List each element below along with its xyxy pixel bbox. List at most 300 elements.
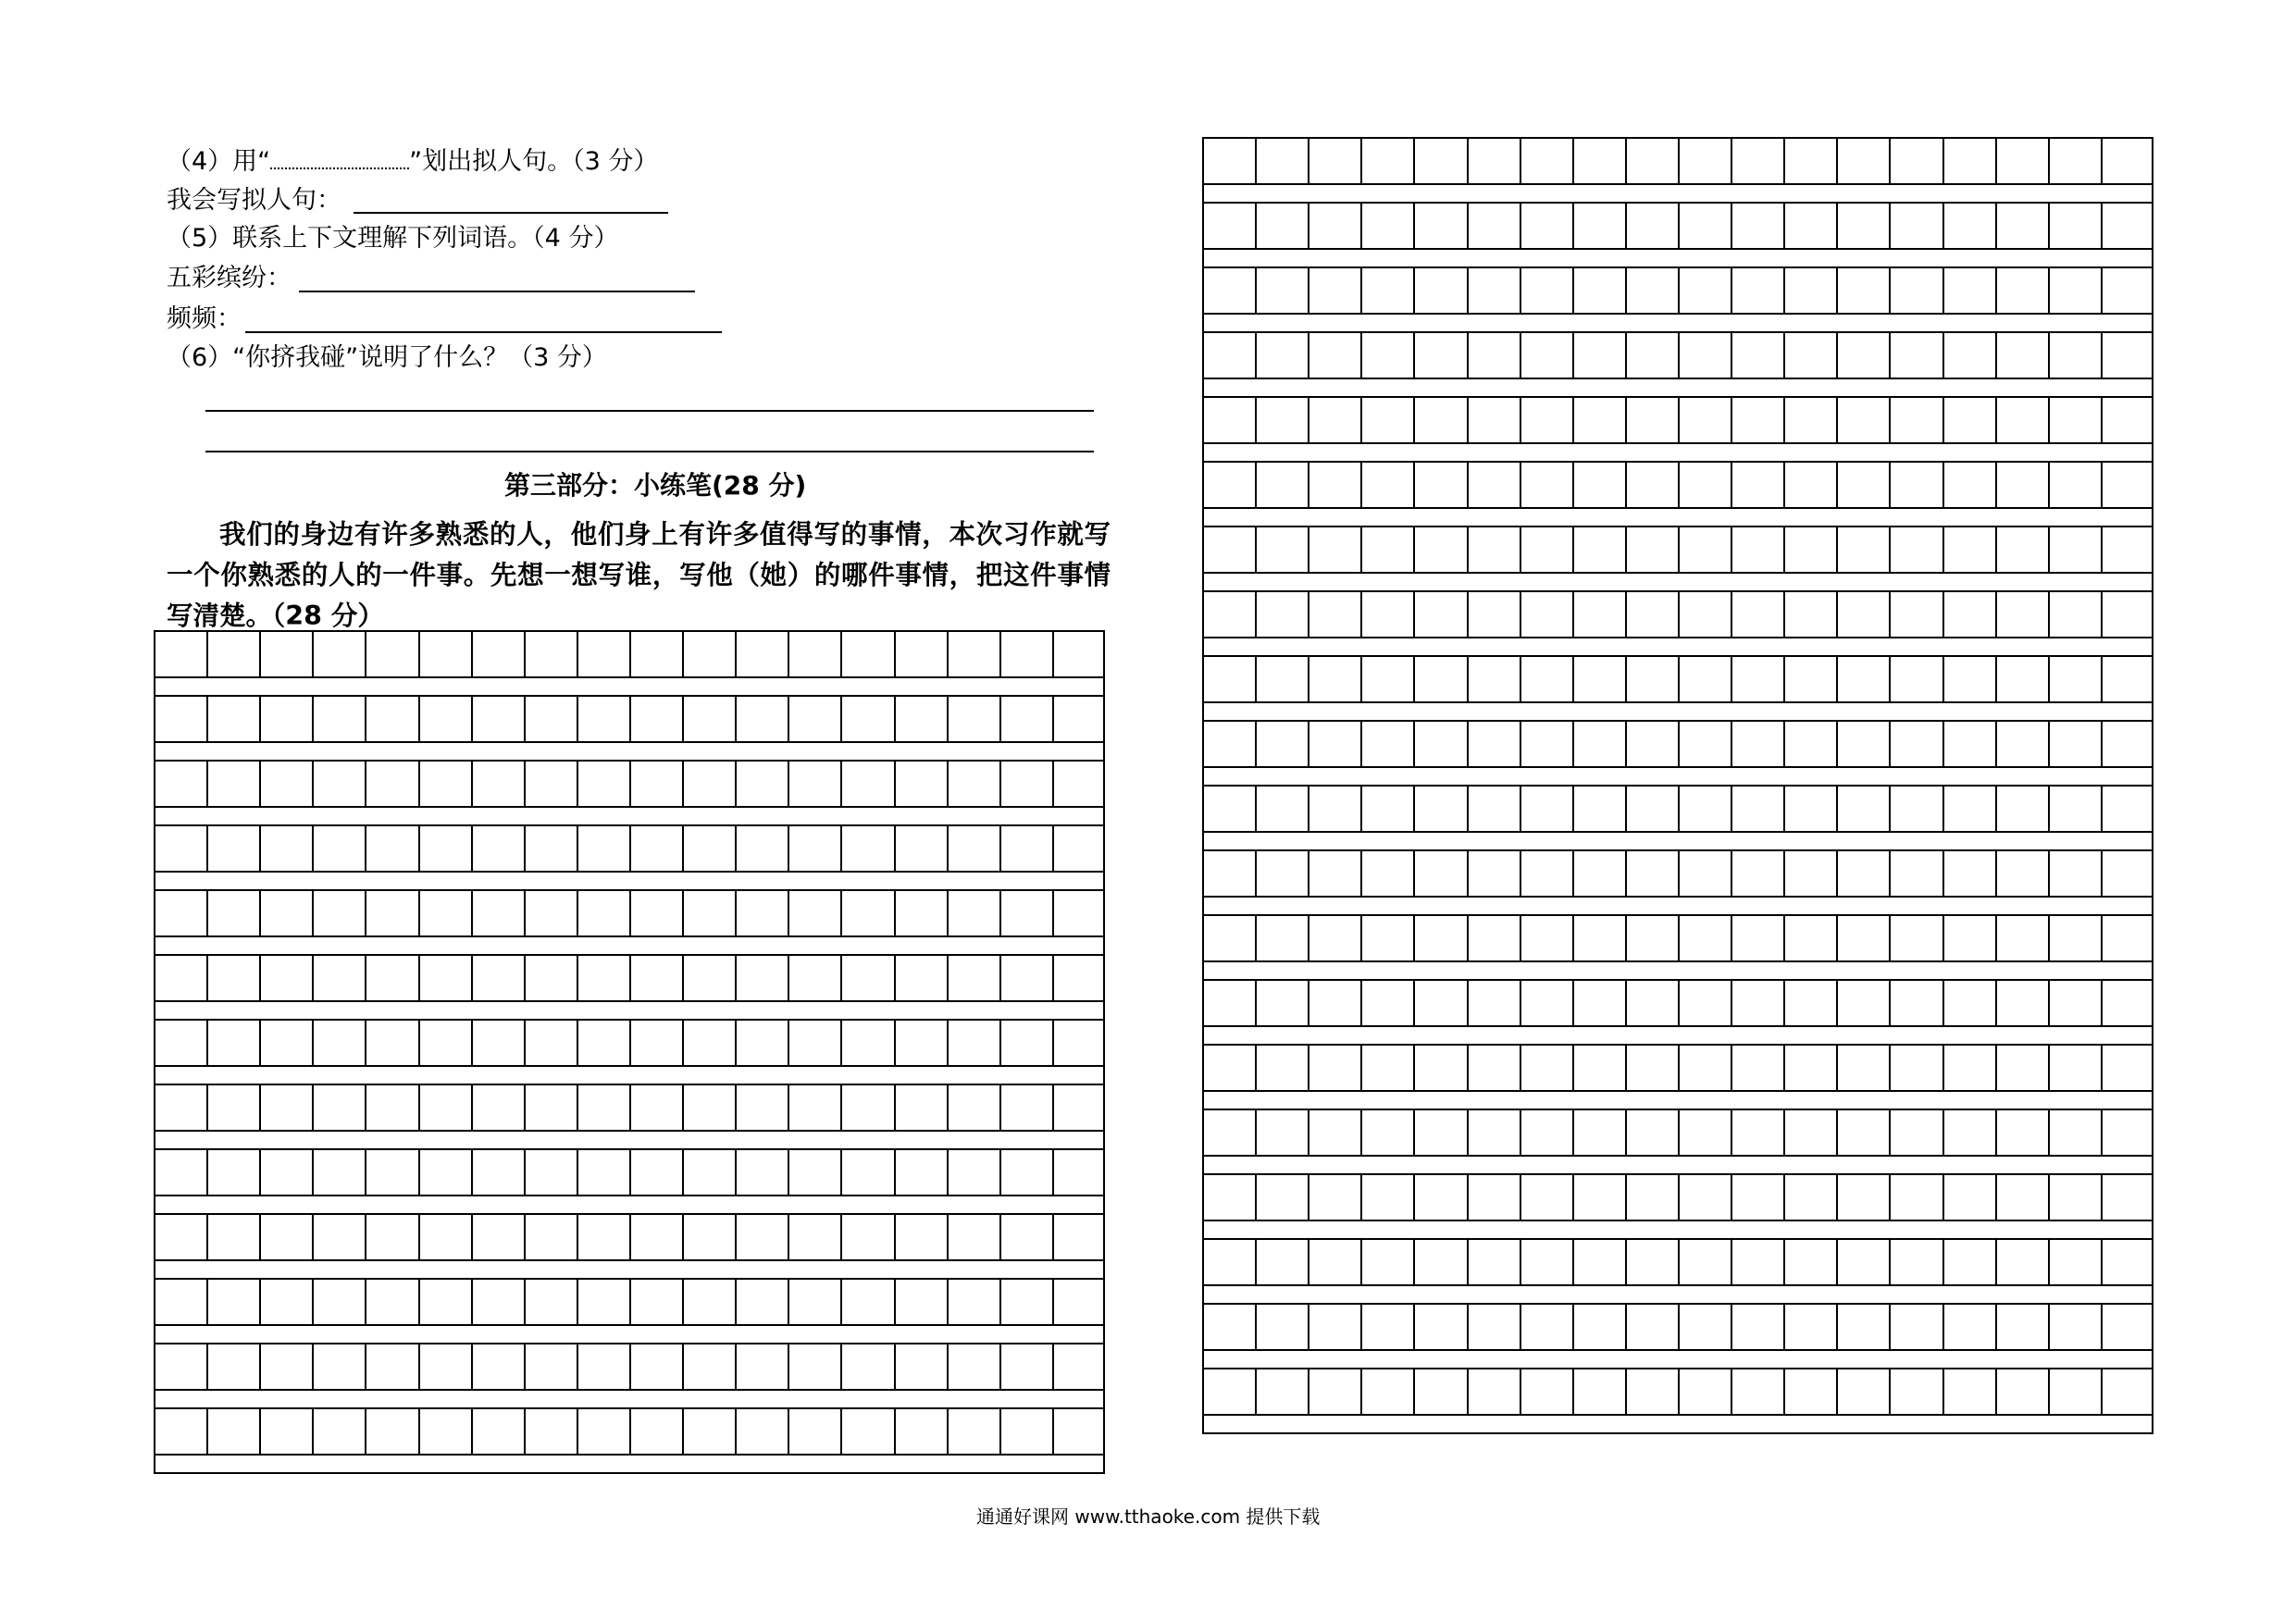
grid-cell-divider <box>1625 1175 1627 1220</box>
grid-cell-divider <box>1413 139 1415 183</box>
grid-cell-divider <box>1783 916 1785 960</box>
grid-cell-divider <box>1572 1305 1574 1349</box>
grid-cell-divider <box>735 697 737 741</box>
grid-cell-divider <box>1572 1046 1574 1090</box>
grid-cell-divider <box>894 632 896 676</box>
grid-cell-divider <box>312 1280 314 1324</box>
grid-cell-divider <box>840 826 842 871</box>
grid-row-gap <box>154 1389 1105 1409</box>
grid-cell-divider <box>1731 1369 1732 1414</box>
grid-cell-divider <box>1995 722 1997 766</box>
grid-row-gap <box>1202 896 2153 916</box>
grid-cell-divider <box>1783 1110 1785 1155</box>
grid-cell-divider <box>1520 1110 1521 1155</box>
grid-row-gap <box>1202 442 2153 463</box>
grid-cell-divider <box>1467 268 1469 313</box>
grid-cell-divider <box>2101 1110 2103 1155</box>
grid-cell-divider <box>2048 333 2050 378</box>
grid-cell-divider <box>524 956 526 1000</box>
grid-cell-divider <box>1255 463 1257 507</box>
grid-cell-divider <box>577 1150 578 1195</box>
grid-cell-divider <box>1360 139 1362 183</box>
grid-cell-divider <box>1467 787 1469 831</box>
grid-cell-divider <box>1308 398 1309 442</box>
grid-cell-divider <box>1836 1110 1838 1155</box>
grid-cell-divider <box>1467 527 1469 572</box>
grid-cell-divider <box>1572 916 1574 960</box>
grid-cell-divider <box>1360 916 1362 960</box>
grid-cell-divider <box>206 956 208 1000</box>
grid-cell-divider <box>471 956 473 1000</box>
grid-cell-divider <box>1942 204 1944 248</box>
grid-cell-divider <box>1052 1280 1054 1324</box>
grid-cell-divider <box>1889 463 1891 507</box>
grid-cell-divider <box>1942 981 1944 1025</box>
grid-cell-divider <box>1942 657 1944 701</box>
grid-cell-divider <box>1836 268 1838 313</box>
grid-cell-divider <box>840 762 842 806</box>
grid-cell-divider <box>1520 1175 1521 1220</box>
grid-row[interactable] <box>1202 720 2153 768</box>
grid-cell-divider <box>1413 657 1415 701</box>
grid-cell-divider <box>1520 268 1521 313</box>
grid-cell-divider <box>2048 268 2050 313</box>
grid-row[interactable] <box>154 1019 1105 1067</box>
grid-cell-divider <box>840 1150 842 1195</box>
grid-cell-divider <box>418 632 420 676</box>
grid-cell-divider <box>1995 1369 1997 1414</box>
grid-cell-divider <box>1995 1305 1997 1349</box>
grid-cell-divider <box>1308 592 1309 637</box>
grid-row[interactable] <box>1202 1173 2153 1221</box>
grid-cell-divider <box>1889 1240 1891 1284</box>
grid-cell-divider <box>1942 139 1944 183</box>
grid-row[interactable] <box>1202 1109 2153 1157</box>
grid-cell-divider <box>1255 1240 1257 1284</box>
grid-cell-divider <box>1625 722 1627 766</box>
grid-cell-divider <box>1255 592 1257 637</box>
grid-cell-divider <box>524 762 526 806</box>
grid-row[interactable] <box>1202 1368 2153 1416</box>
grid-row[interactable] <box>1202 331 2153 379</box>
grid-cell-divider <box>999 1409 1001 1454</box>
grid-cell-divider <box>1995 204 1997 248</box>
grid-cell-divider <box>1255 722 1257 766</box>
footer-credit: 通通好课网 www.tthaoke.com 提供下载 <box>976 1505 1321 1528</box>
grid-cell-divider <box>2048 1305 2050 1349</box>
grid-cell-divider <box>1520 1046 1521 1090</box>
grid-cell-divider <box>1625 268 1627 313</box>
grid-cell-divider <box>2101 268 2103 313</box>
grid-cell-divider <box>1995 268 1997 313</box>
grid-cell-divider <box>524 1021 526 1065</box>
grid-cell-divider <box>1572 398 1574 442</box>
grid-cell-divider <box>206 1409 208 1454</box>
grid-cell-divider <box>1572 333 1574 378</box>
grid-cell-divider <box>259 1280 261 1324</box>
grid-cell-divider <box>947 1215 949 1259</box>
grid-cell-divider <box>2101 204 2103 248</box>
grid-cell-divider <box>1678 1369 1680 1414</box>
grid-cell-divider <box>999 891 1001 935</box>
grid-cell-divider <box>1731 204 1732 248</box>
grid-cell-divider <box>1052 762 1054 806</box>
grid-cell-divider <box>1783 981 1785 1025</box>
grid-cell-divider <box>524 1280 526 1324</box>
grid-cell-divider <box>312 1344 314 1389</box>
grid-cell-divider <box>1360 204 1362 248</box>
grid-cell-divider <box>1942 1369 1944 1414</box>
grid-cell-divider <box>1678 463 1680 507</box>
grid-cell-divider <box>577 1021 578 1065</box>
grid-cell-divider <box>206 697 208 741</box>
grid-cell-divider <box>1520 463 1521 507</box>
grid-cell-divider <box>1942 916 1944 960</box>
grid-cell-divider <box>788 1215 789 1259</box>
grid-cell-divider <box>259 762 261 806</box>
grid-cell-divider <box>1308 1240 1309 1284</box>
grid-cell-divider <box>1255 851 1257 896</box>
grid-cell-divider <box>1520 592 1521 637</box>
grid-cell-divider <box>312 956 314 1000</box>
grid-cell-divider <box>947 1409 949 1454</box>
grid-cell-divider <box>629 1280 631 1324</box>
grid-cell-divider <box>1360 722 1362 766</box>
grid-cell-divider <box>1995 1175 1997 1220</box>
grid-cell-divider <box>1678 981 1680 1025</box>
grid-cell-divider <box>788 956 789 1000</box>
grid-cell-divider <box>1731 722 1732 766</box>
grid-cell-divider <box>577 762 578 806</box>
grid-cell-divider <box>2101 851 2103 896</box>
grid-cell-divider <box>1942 333 1944 378</box>
grid-cell-divider <box>418 762 420 806</box>
grid-cell-divider <box>1889 592 1891 637</box>
grid-cell-divider <box>1942 1046 1944 1090</box>
grid-cell-divider <box>1889 722 1891 766</box>
grid-cell-divider <box>682 1215 684 1259</box>
grid-cell-divider <box>471 1344 473 1389</box>
grid-cell-divider <box>1678 916 1680 960</box>
grid-cell-divider <box>1625 204 1627 248</box>
grid-row[interactable] <box>1202 979 2153 1027</box>
grid-cell-divider <box>1308 1369 1309 1414</box>
grid-cell-divider <box>1731 592 1732 637</box>
grid-cell-divider <box>1836 1046 1838 1090</box>
grid-row-gap <box>1202 248 2153 268</box>
grid-cell-divider <box>312 1085 314 1130</box>
grid-cell-divider <box>1783 139 1785 183</box>
grid-row[interactable] <box>1202 396 2153 444</box>
grid-cell-divider <box>1625 851 1627 896</box>
grid-cell-divider <box>682 1280 684 1324</box>
grid-cell-divider <box>1467 463 1469 507</box>
grid-cell-divider <box>1836 1175 1838 1220</box>
grid-cell-divider <box>1413 268 1415 313</box>
writing-grid-right[interactable] <box>1202 137 2153 1432</box>
grid-row[interactable] <box>154 954 1105 1002</box>
grid-cell-divider <box>1467 1369 1469 1414</box>
grid-row[interactable] <box>1202 590 2153 638</box>
grid-row[interactable] <box>154 824 1105 873</box>
grid-cell-divider <box>1995 463 1997 507</box>
grid-cell-divider <box>840 1280 842 1324</box>
grid-cell-divider <box>1836 204 1838 248</box>
grid-cell-divider <box>524 697 526 741</box>
grid-cell-divider <box>577 1409 578 1454</box>
grid-row-gap <box>154 806 1105 826</box>
grid-cell-divider <box>259 632 261 676</box>
grid-row[interactable] <box>154 1278 1105 1326</box>
write-personification-answer-line[interactable] <box>354 212 668 214</box>
grid-cell-divider <box>1255 1305 1257 1349</box>
grid-cell-divider <box>2101 463 2103 507</box>
grid-cell-divider <box>2101 1175 2103 1220</box>
grid-cell-divider <box>1625 527 1627 572</box>
grid-row[interactable] <box>1202 785 2153 833</box>
grid-cell-divider <box>1731 268 1732 313</box>
grid-cell-divider <box>1572 787 1574 831</box>
grid-row[interactable] <box>154 1084 1105 1132</box>
grid-cell-divider <box>1731 139 1732 183</box>
writing-grid-left[interactable] <box>154 630 1105 1472</box>
grid-cell-divider <box>2101 139 2103 183</box>
grid-cell-divider <box>471 891 473 935</box>
grid-cell-divider <box>947 1280 949 1324</box>
grid-cell-divider <box>735 826 737 871</box>
grid-cell-divider <box>1520 916 1521 960</box>
grid-cell-divider <box>2101 527 2103 572</box>
grid-row[interactable] <box>154 889 1105 937</box>
grid-cell-divider <box>1572 527 1574 572</box>
grid-cell-divider <box>947 632 949 676</box>
grid-cell-divider <box>999 1280 1001 1324</box>
word-1-answer-line[interactable] <box>299 291 695 292</box>
grid-cell-divider <box>629 632 631 676</box>
grid-cell-divider <box>524 1215 526 1259</box>
grid-row[interactable] <box>1202 461 2153 509</box>
grid-cell-divider <box>206 632 208 676</box>
grid-cell-divider <box>1625 333 1627 378</box>
grid-cell-divider <box>2048 1369 2050 1414</box>
grid-row[interactable] <box>154 760 1105 808</box>
grid-cell-divider <box>206 1344 208 1389</box>
grid-cell-divider <box>735 1409 737 1454</box>
grid-cell-divider <box>259 1409 261 1454</box>
word-2-answer-line[interactable] <box>245 331 722 333</box>
grid-cell-divider <box>1520 398 1521 442</box>
grid-cell-divider <box>1836 981 1838 1025</box>
grid-row[interactable] <box>1202 655 2153 703</box>
grid-row[interactable] <box>1202 137 2153 185</box>
grid-cell-divider <box>1783 722 1785 766</box>
grid-cell-divider <box>1052 697 1054 741</box>
grid-cell-divider <box>788 1085 789 1130</box>
grid-row[interactable] <box>1202 1044 2153 1092</box>
grid-cell-divider <box>365 1344 366 1389</box>
grid-cell-divider <box>1360 1305 1362 1349</box>
grid-row[interactable] <box>1202 266 2153 315</box>
grid-cell-divider <box>206 1150 208 1195</box>
grid-cell-divider <box>1467 592 1469 637</box>
grid-row[interactable] <box>154 695 1105 743</box>
grid-row-gap <box>154 1324 1105 1344</box>
grid-cell-divider <box>2048 527 2050 572</box>
grid-cell-divider <box>788 697 789 741</box>
grid-cell-divider <box>259 697 261 741</box>
grid-cell-divider <box>418 1021 420 1065</box>
grid-cell-divider <box>577 891 578 935</box>
grid-cell-divider <box>1572 1369 1574 1414</box>
grid-cell-divider <box>312 891 314 935</box>
grid-cell-divider <box>365 1215 366 1259</box>
grid-cell-divider <box>2048 398 2050 442</box>
grid-row[interactable] <box>1202 1303 2153 1351</box>
grid-cell-divider <box>999 632 1001 676</box>
grid-cell-divider <box>1731 398 1732 442</box>
grid-cell-divider <box>1625 1240 1627 1284</box>
grid-row[interactable] <box>1202 849 2153 898</box>
question-6-answer-line-2[interactable] <box>205 451 1094 452</box>
grid-cell-divider <box>471 1215 473 1259</box>
grid-cell-divider <box>1783 463 1785 507</box>
grid-cell-divider <box>577 1280 578 1324</box>
grid-cell-divider <box>1052 956 1054 1000</box>
grid-cell-divider <box>1783 398 1785 442</box>
grid-row[interactable] <box>154 1148 1105 1196</box>
grid-cell-divider <box>840 697 842 741</box>
grid-cell-divider <box>1942 398 1944 442</box>
grid-cell-divider <box>1467 398 1469 442</box>
grid-cell-divider <box>312 762 314 806</box>
grid-cell-divider <box>1889 527 1891 572</box>
grid-cell-divider <box>2101 1305 2103 1349</box>
grid-cell-divider <box>735 1085 737 1130</box>
grid-cell-divider <box>2101 1240 2103 1284</box>
grid-cell-divider <box>418 1215 420 1259</box>
grid-cell-divider <box>365 762 366 806</box>
grid-cell-divider <box>682 891 684 935</box>
grid-cell-divider <box>894 826 896 871</box>
grid-cell-divider <box>894 956 896 1000</box>
grid-cell-divider <box>471 1085 473 1130</box>
grid-cell-divider <box>2048 916 2050 960</box>
grid-cell-divider <box>2048 657 2050 701</box>
grid-cell-divider <box>1783 851 1785 896</box>
grid-row[interactable] <box>1202 526 2153 574</box>
grid-cell-divider <box>1625 463 1627 507</box>
grid-cell-divider <box>1731 851 1732 896</box>
grid-row-gap <box>1202 766 2153 787</box>
grid-cell-divider <box>682 1409 684 1454</box>
grid-cell-divider <box>947 956 949 1000</box>
grid-cell-divider <box>1308 204 1309 248</box>
grid-cell-divider <box>1052 1150 1054 1195</box>
grid-cell-divider <box>947 1344 949 1389</box>
grid-cell-divider <box>1467 204 1469 248</box>
grid-cell-divider <box>1678 592 1680 637</box>
grid-row[interactable] <box>1202 1238 2153 1286</box>
grid-cell-divider <box>1572 592 1574 637</box>
grid-cell-divider <box>1413 333 1415 378</box>
grid-row[interactable] <box>1202 914 2153 962</box>
grid-cell-divider <box>1255 398 1257 442</box>
grid-cell-divider <box>1520 851 1521 896</box>
grid-row[interactable] <box>154 1407 1105 1456</box>
grid-cell-divider <box>1942 463 1944 507</box>
grid-cell-divider <box>259 1344 261 1389</box>
grid-row[interactable] <box>154 1343 1105 1391</box>
grid-cell-divider <box>1308 787 1309 831</box>
grid-cell-divider <box>1889 204 1891 248</box>
grid-cell-divider <box>947 1150 949 1195</box>
grid-row[interactable] <box>154 630 1105 678</box>
grid-cell-divider <box>1731 463 1732 507</box>
grid-cell-divider <box>999 1150 1001 1195</box>
grid-cell-divider <box>1467 657 1469 701</box>
grid-cell-divider <box>312 1215 314 1259</box>
grid-cell-divider <box>629 1409 631 1454</box>
grid-cell-divider <box>206 1280 208 1324</box>
grid-cell-divider <box>894 1344 896 1389</box>
grid-cell-divider <box>1360 1369 1362 1414</box>
grid-cell-divider <box>1836 722 1838 766</box>
grid-cell-divider <box>365 1021 366 1065</box>
grid-cell-divider <box>1625 1110 1627 1155</box>
grid-cell-divider <box>1572 139 1574 183</box>
grid-cell-divider <box>2048 722 2050 766</box>
grid-cell-divider <box>1360 463 1362 507</box>
grid-row[interactable] <box>154 1213 1105 1261</box>
grid-cell-divider <box>1572 1240 1574 1284</box>
grid-cell-divider <box>1678 527 1680 572</box>
grid-cell-divider <box>1413 722 1415 766</box>
grid-cell-divider <box>259 826 261 871</box>
word-2-label: 频频： <box>167 304 242 333</box>
grid-cell-divider <box>1413 1175 1415 1220</box>
grid-cell-divider <box>1995 1240 1997 1284</box>
grid-cell-divider <box>1625 1305 1627 1349</box>
grid-cell-divider <box>735 1344 737 1389</box>
grid-cell-divider <box>524 1409 526 1454</box>
grid-cell-divider <box>312 1150 314 1195</box>
grid-cell-divider <box>1942 851 1944 896</box>
grid-cell-divider <box>1520 139 1521 183</box>
grid-cell-divider <box>788 891 789 935</box>
grid-cell-divider <box>577 632 578 676</box>
grid-cell-divider <box>1360 527 1362 572</box>
grid-cell-divider <box>788 1344 789 1389</box>
grid-cell-divider <box>1889 139 1891 183</box>
grid-cell-divider <box>1467 1240 1469 1284</box>
grid-cell-divider <box>2048 204 2050 248</box>
grid-cell-divider <box>418 697 420 741</box>
grid-cell-divider <box>1308 851 1309 896</box>
grid-cell-divider <box>365 697 366 741</box>
grid-cell-divider <box>1889 851 1891 896</box>
grid-cell-divider <box>471 1021 473 1065</box>
grid-cell-divider <box>1783 204 1785 248</box>
grid-row-gap <box>1202 960 2153 981</box>
grid-row[interactable] <box>1202 202 2153 250</box>
grid-cell-divider <box>1413 1110 1415 1155</box>
grid-cell-divider <box>1572 657 1574 701</box>
grid-cell-divider <box>999 1021 1001 1065</box>
grid-cell-divider <box>259 1150 261 1195</box>
question-6-answer-line-1[interactable] <box>205 410 1094 412</box>
grid-cell-divider <box>1836 333 1838 378</box>
dotted-underline-sample <box>270 143 409 169</box>
